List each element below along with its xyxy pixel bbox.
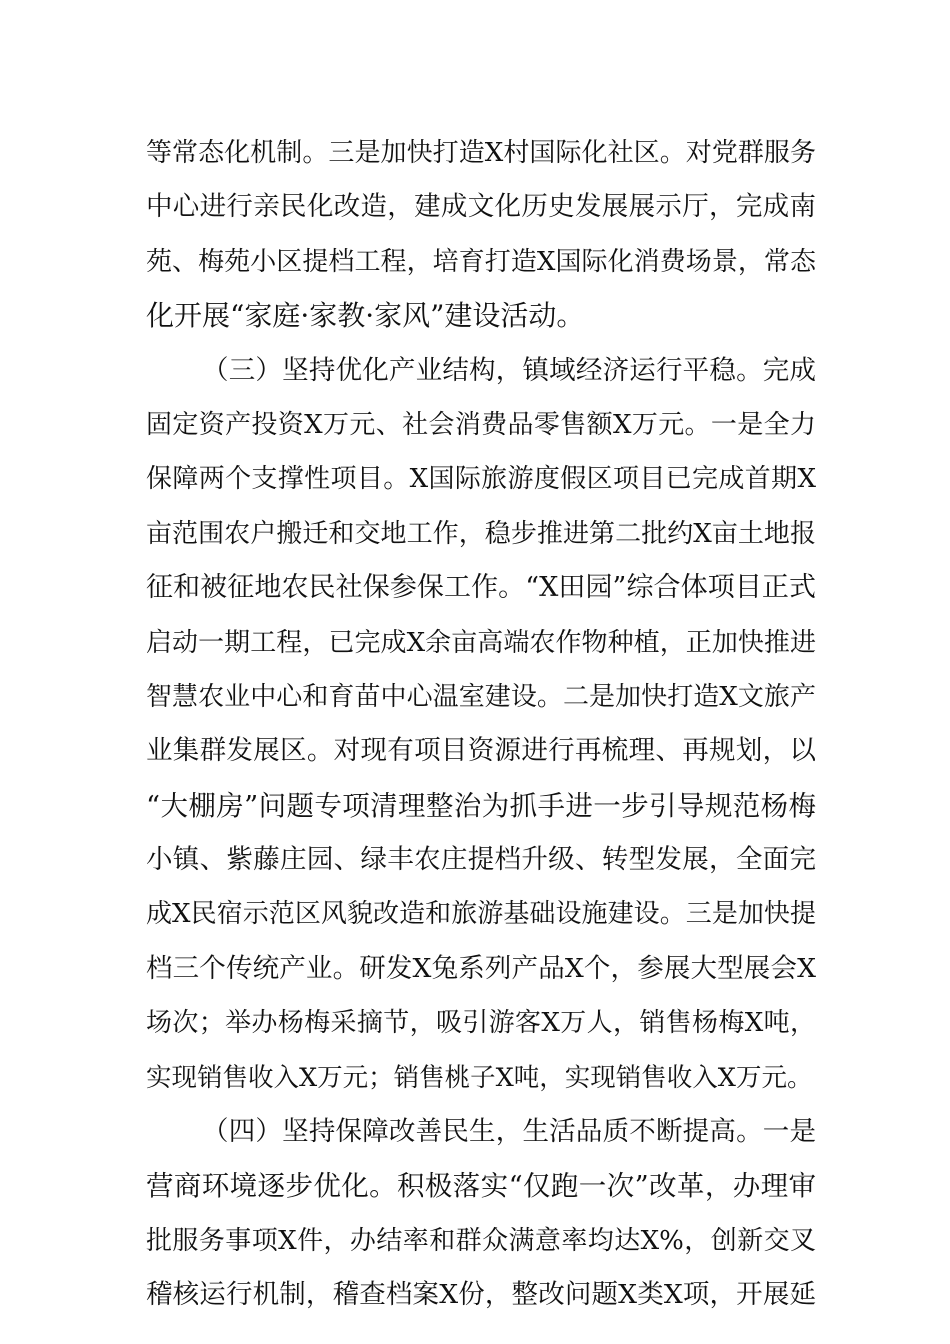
text-line: 成X民宿示范区风貌改造和旅游基础设施建设。三是加快提	[146, 899, 816, 930]
text-line: （四）坚持保障改善民生，生活品质不断提高。一是	[202, 1116, 816, 1148]
text-line: 智慧农业中心和育苗中心温室建设。二是加快打造X文旅产	[146, 681, 816, 712]
text-line: （三）坚持优化产业结构，镇域经济运行平稳。完成	[202, 354, 816, 386]
text-line: 等常态化机制。三是加快打造X村国际化社区。对党群服务	[146, 138, 816, 168]
text-line: 中心进行亲民化改造，建成文化历史发展展示厅，完成南	[146, 191, 816, 223]
text-line: 保障两个支撑性项目。X国际旅游度假区项目已完成首期X	[146, 464, 816, 495]
document-body	[146, 126, 816, 1323]
text-line: 亩范围农户搬迁和交地工作，稳步推进第二批约X亩土地报	[146, 518, 816, 549]
text-line: 小镇、紫藤庄园、绿丰农庄提档升级、转型发展，全面完	[146, 844, 816, 876]
text-line: “大棚房”问题专项清理整治为抓手进一步引导规范杨梅	[146, 789, 816, 822]
text-line: 苑、梅苑小区提档工程，培育打造X国际化消费场景，常态	[146, 246, 816, 277]
text-line: 固定资产投资X万元、社会消费品零售额X万元。一是全力	[146, 409, 816, 440]
text-line: 征和被征地农民社保参保工作。“X田园”综合体项目正式	[146, 572, 816, 604]
text-line: 启动一期工程，已完成X余亩高端农作物种植，正加快推进	[146, 627, 816, 658]
text-line: 场次；举办杨梅采摘节，吸引游客X万人，销售杨梅X吨，	[146, 1008, 816, 1039]
text-line: 营商环境逐步优化。积极落实“仅跑一次”改革，办理审	[146, 1170, 816, 1203]
text-line: 批服务事项X件，办结率和群众满意率均达X%，创新交叉	[146, 1225, 816, 1256]
text-line: 实现销售收入X万元；销售桃子X吨，实现销售收入X万元。	[146, 1062, 813, 1093]
text-line: 化开展“家庭·家教·家风”建设活动。	[146, 299, 585, 333]
text-line: 业集群发展区。对现有项目资源进行再梳理、再规划，以	[146, 735, 816, 767]
text-line: 档三个传统产业。研发X兔系列产品X个，参展大型展会X	[146, 952, 816, 984]
text-line: 稽核运行机制，稽查档案X份，整改问题X类X项，开展延	[146, 1279, 816, 1311]
